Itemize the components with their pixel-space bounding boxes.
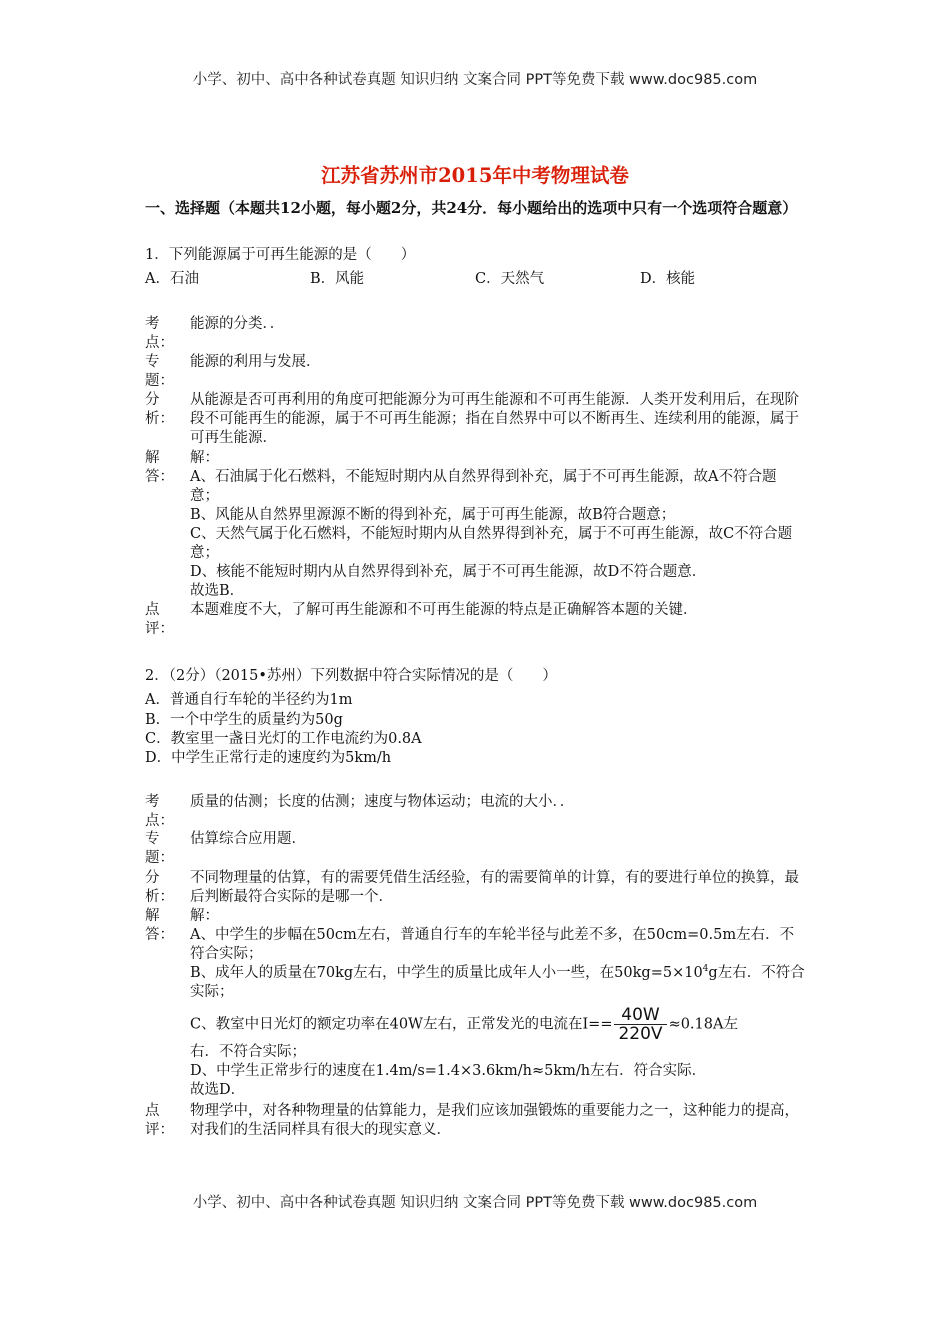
q1-fenxi: 从能源是否可再利用的角度可把能源分为可再生能源和不可再生能源．人类开发利用后，在现阶段不可能再生的能源，属于不可再生能源；指在自然界中可以不断再生、连续利用的能源，属于可再生能源． xyxy=(190,392,799,446)
q2-fenxi: 不同物理量的估算，有的需要凭借生活经验，有的需要简单的计算，有的要进行单位的换算，最后判断最符合实际的是哪一个． xyxy=(190,870,799,905)
q1-option-a: A．石油 xyxy=(145,271,199,287)
section-heading: 一、选择题（本题共12小题，每小题2分，共24分．每小题给出的选项中只有一个选项符合题意） xyxy=(145,199,798,217)
q2-jieda: 解： A、中学生的步幅在50cm左右，普通自行车的车轮半径与此差不多，在50cm=0.5m左右．不符合实际； B、成年人的质量在70kg左右，中学生的质量比成年人小一些，在$50kg=5\times 10^4g$左右．不符合实际； C、教室中日光灯的额定功率在40W左右，正常发光的电流在I== $\frac{40W}{220V}$ ≈0.18A左 右．不符合实际； D、中学生正常步行的速度在1.4m/s=1.4×3.6km/h≈5km/h左右．符合实际． 故选D． xyxy=(190,908,805,1098)
page-header: 小学、初中、高中各种试卷真题 知识归纳 文案合同 PPT等免费下载 www.doc985.com xyxy=(192,72,758,88)
page-title: 江苏省苏州市2015年中考物理试卷 xyxy=(321,164,629,187)
q1-fenxi-label: 分 析： xyxy=(145,392,174,427)
current-fraction: $\frac{40W}{220V}$ xyxy=(614,1006,666,1043)
q2-option-a: A．普通自行车轮的半径约为1m xyxy=(145,692,353,708)
q2-option-b: B．一个中学生的质量约为50g xyxy=(145,712,343,728)
page-footer: 小学、初中、高中各种试卷真题 知识归纳 文案合同 PPT等免费下载 www.doc985.com xyxy=(192,1195,758,1211)
q1-jieda: 解： A、石油属于化石燃料，不能短时期内从自然界得到补充，属于不可再生能源，故A不符合题意； B、风能从自然界里源源不断的得到补充，属于可再生能源，故B符合题意； C、天然气属于化石燃料，不能短时期内从自然界得到补充，属于不可再生能源，故C不符合题意； D、核能不能短时期内从自然界得到补充，属于不可再生能源，故D不符合题意． 故选B． xyxy=(190,450,793,599)
q2-option-c: C．教室里一盏日光灯的工作电流约为0.8A xyxy=(145,731,422,747)
q1-option-b: B．风能 xyxy=(310,271,365,287)
q1-options xyxy=(145,269,805,289)
q2-jieda-label: 解 答： xyxy=(145,908,174,943)
q2-fenxi-label: 分 析： xyxy=(145,870,174,905)
q1-option-d: D．核能 xyxy=(640,271,696,287)
q2-zhuanti: 估算综合应用题． xyxy=(190,831,306,847)
q1-zhuanti: 能源的利用与发展． xyxy=(190,354,321,370)
q1-option-c: C．天然气 xyxy=(475,271,545,287)
q2-kaodian: 质量的估测；长度的估测；速度与物体运动；电流的大小．． xyxy=(190,794,575,810)
q2-dianping: 物理学中，对各种物理量的估算能力，是我们应该加强锻炼的重要能力之一，这种能力的提高，对我们的生活同样具有很大的现实意义． xyxy=(190,1103,799,1138)
q2-option-d: D．中学生正常行走的速度约为5km/h xyxy=(145,750,392,766)
q1-kaodian: 能源的分类．． xyxy=(190,316,285,332)
q1-zhuanti-label: 专 题： xyxy=(145,354,174,389)
q2-zhuanti-label: 专 题： xyxy=(145,831,174,866)
q2-kaodian-label: 考 点： xyxy=(145,794,174,829)
q1-stem: 1．下列能源属于可再生能源的是（ ） xyxy=(145,247,416,263)
q2-dianping-label: 点 评： xyxy=(145,1103,174,1138)
q1-kaodian-label: 考 点： xyxy=(145,316,174,351)
q1-dianping-label: 点 评： xyxy=(145,602,174,637)
q2-stem: 2．（2分）（2015•苏州）下列数据中符合实际情况的是（ ） xyxy=(145,668,557,684)
q1-dianping: 本题难度不大，了解可再生能源和不可再生能源的特点是正确解答本题的关键． xyxy=(190,602,698,618)
q1-jieda-label: 解 答： xyxy=(145,450,174,485)
